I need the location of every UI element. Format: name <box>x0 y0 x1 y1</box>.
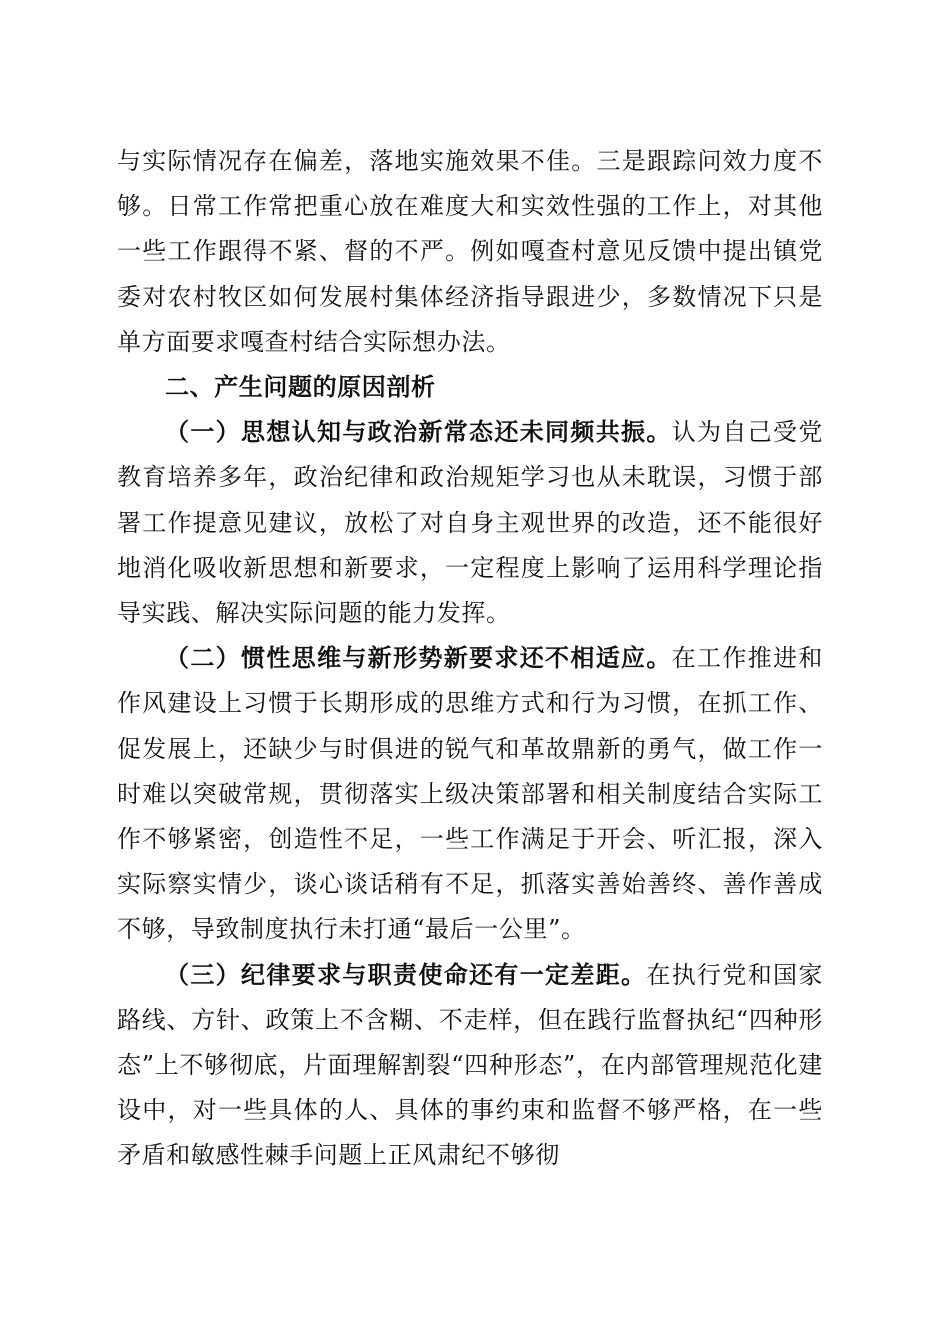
section-heading: 二、产生问题的原因剖析 <box>165 373 436 402</box>
cause-paragraph-1 <box>117 410 823 636</box>
cause-body-3: 在执行党和国家路线、方针、政策上不含糊、不走样，但在践行监督执纪“四种形态”上不够彻底，片面理解割裂“四种形态”，在内部管理规范化建设中，对一些具体的人、具体的事约束和监督不够严格，在一些矛盾和敏感性棘手问题上正风肃纪不够彻 <box>117 960 823 1170</box>
cause-body-2: 在工作推进和作风建设上习惯于长期形成的思维方式和行为习惯，在抓工作、促发展上，还缺少与时俱进的锐气和革故鼎新的勇气，做工作一时难以突破常规，贯彻落实上级决策部署和相关制度结合实际工作不够紧密，创造性不足，一些工作满足于开会、听汇报，深入实际察实情少，谈心谈话稍有不足，抓落实善始善终、善作善成不够，导致制度执行未打通“最后一公里”。 <box>117 644 823 944</box>
cause-paragraph-2 <box>117 636 823 952</box>
cause-lead-1: （一）思想认知与政治新常态还未同频共振。 <box>165 418 672 447</box>
cause-lead-3: （三）纪律要求与职责使命还有一定差距。 <box>165 960 647 989</box>
cause-body-1: 认为自己受党教育培养多年，政治纪律和政治规矩学习也从未耽误，习惯于部署工作提意见建议，放松了对自身主观世界的改造，还不能很好地消化吸收新思想和新要求，一定程度上影响了运用科学理论指导实践、解决实际问题的能力发挥。 <box>117 418 823 628</box>
cause-lead-2: （二）惯性思维与新形势新要求还不相适应。 <box>165 644 672 673</box>
cause-paragraph-3 <box>117 953 823 1179</box>
document-body <box>117 139 823 1179</box>
continuation-paragraph: 与实际情况存在偏差，落地实施效果不佳。三是跟踪问效力度不够。日常工作常把重心放在难度大和实效性强的工作上，对其他一些工作跟得不紧、督的不严。例如嘎查村意见反馈中提出镇党委对农村牧区如何发展村集体经济指导跟进少，多数情况下只是单方面要求嘎查村结合实际想办法。 <box>117 147 823 356</box>
